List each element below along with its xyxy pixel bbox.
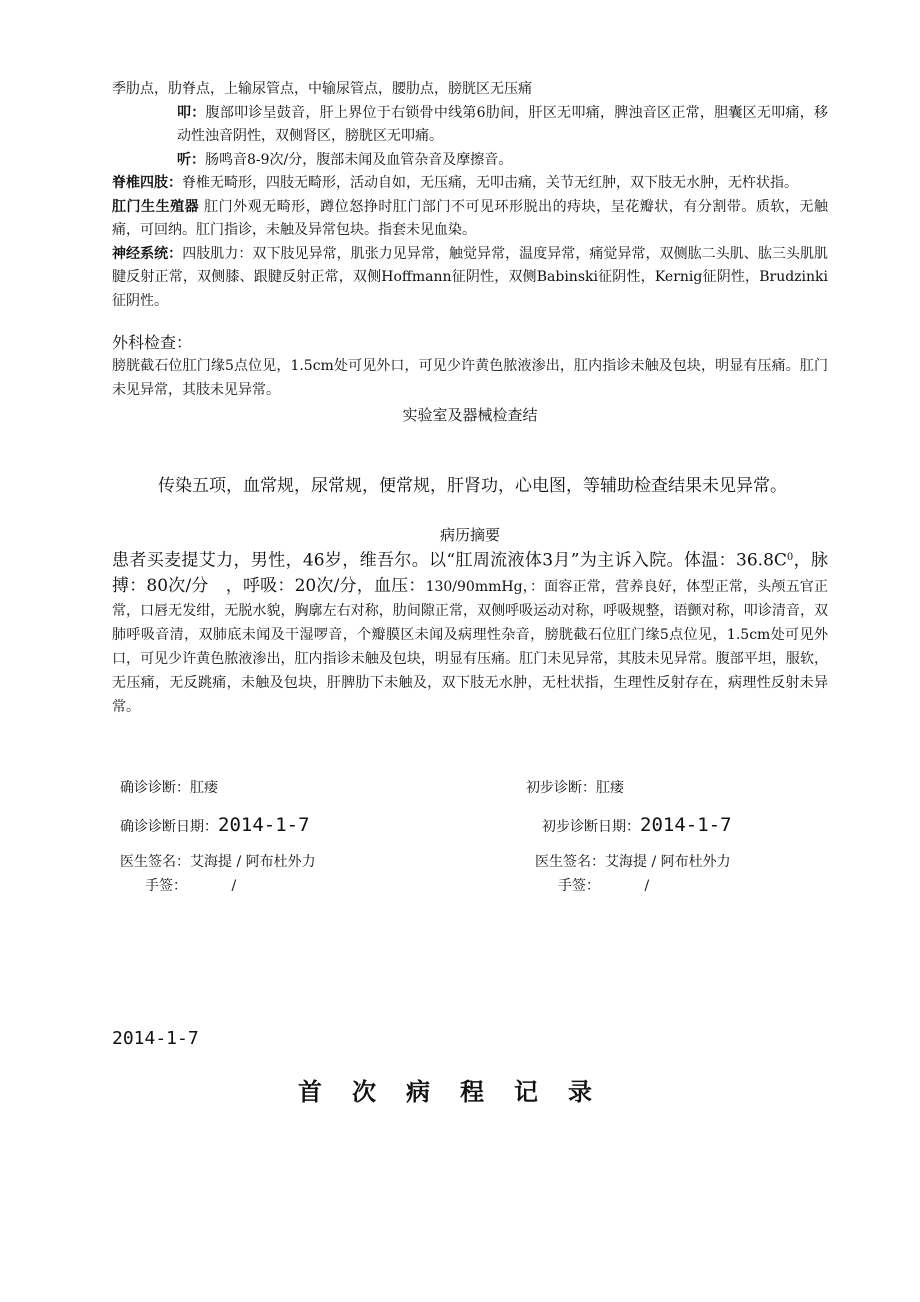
summary-pulse: 脉搏：80次/分 ，呼吸：20次/分，血压： bbox=[112, 550, 828, 596]
spine-text: 脊椎无畸形，四肢无畸形，活动自如，无压痛，无叩击痛，关节无红肿，双下肢无水肿，无杵状指。 bbox=[182, 175, 798, 191]
right-doctor-signature bbox=[535, 851, 731, 873]
left-doctor-signature bbox=[120, 851, 316, 873]
auscultation-paragraph bbox=[112, 149, 828, 173]
page-title: 首次病程记录 bbox=[298, 1077, 622, 1106]
doctor-signature-text: 医生签名：艾海提 / 阿布杜外力 bbox=[535, 854, 731, 870]
confirm-date-label: 确诊诊断日期： bbox=[120, 819, 218, 835]
spacer bbox=[112, 313, 828, 331]
anus-text: 肛门外观无畸形，蹲位怒挣时肛门部门不可见环形脱出的痔块，呈花瓣状，有分割带。质软，无触痛，可回纳。肛门指诊，未触及异常包块。指套未见血染。 bbox=[112, 198, 829, 238]
record-date: 2014-1-7 bbox=[112, 1028, 199, 1049]
confirm-date-value: 2014-1-7 bbox=[218, 814, 310, 836]
confirm-diagnosis-text: 确诊诊断：肛瘘 bbox=[120, 780, 218, 796]
initial-diagnosis-text: 初步诊断：肛瘘 bbox=[526, 780, 624, 796]
summary-temp-sup: 0 bbox=[786, 552, 794, 563]
surgical-heading: 外科检查： bbox=[112, 333, 193, 352]
summary-heading: 病历摘要 bbox=[439, 526, 500, 544]
summary-text bbox=[112, 546, 828, 719]
neuro-paragraph bbox=[112, 243, 828, 314]
auscultation-label: 听： bbox=[177, 151, 205, 168]
right-hand-signature bbox=[558, 875, 649, 897]
initial-date-value: 2014-1-7 bbox=[640, 814, 732, 836]
percussion-paragraph bbox=[112, 102, 828, 149]
right-initial-date bbox=[542, 814, 732, 838]
spine-label: 脊椎四肢： bbox=[112, 175, 182, 191]
initial-date-label: 初步诊断日期： bbox=[542, 819, 640, 835]
exam-section bbox=[112, 78, 828, 719]
neuro-text: 四肢肌力：双下肢见异常，肌张力见异常，触觉异常，温度异常，痛觉异常，双侧肱二头肌、肱三头肌肌腱反射正常，双侧膝、跟腱反射正常，双侧Hoffmann征阴性，双侧Babinski征阴性，Kernig征阴性，Brudzinki征阴性。 bbox=[112, 245, 829, 309]
spine-paragraph bbox=[112, 172, 828, 196]
doctor-signature-text: 医生签名：艾海提 / 阿布杜外力 bbox=[120, 854, 316, 870]
summary-intro: 患者买麦提艾力，男性，46岁，维吾尔。以“肛周流液体3月”为主诉入院。 bbox=[112, 550, 684, 571]
summary-temp: 体温：36.8C bbox=[683, 550, 787, 571]
lab-heading: 实验室及器械检查结 bbox=[402, 406, 538, 424]
summary-temp-after: ， bbox=[793, 550, 811, 571]
hand-signature-text: 手签： / bbox=[558, 878, 650, 894]
palpation-continued: 季肋点，肋脊点，上输尿管点，中输尿管点，腰肋点，膀胱区无压痛 bbox=[112, 81, 532, 97]
hand-signature-text: 手签： / bbox=[145, 878, 237, 894]
summary-rest: 130/90mmHg，：面容正常，营养良好，体型正常，头颅五官正常，口唇无发绀，无脱水貌，胸廓左右对称，肋间隙正常，双侧呼吸运动对称，呼吸规整，语颤对称，叩诊清音，双肺呼吸音清，双肺底未闻及干湿啰音，个瓣膜区未闻及病理性杂音，膀胱截石位肛门缘5点位见，1.5cm处可见外口，可见少许黄色脓液渗出，肛内指诊未触及包块，明显有压痛。肛门未见异常，其肢未见异常。腹部平坦，服软，无压痛，无反跳痛，未触及包块，肝脾肋下未触及，双下肢无水肿，无杜状指，生理性反射存在，病理性反射未异常。 bbox=[112, 578, 829, 715]
left-confirm-date bbox=[120, 814, 310, 838]
left-hand-signature bbox=[145, 875, 236, 897]
right-initial-diagnosis bbox=[526, 777, 624, 799]
percussion-label: 叩： bbox=[177, 104, 206, 121]
anus-label: 肛门生生殖器 bbox=[112, 198, 200, 215]
auscultation-text: 肠鸣音8-9次/分，腹部未闻及血管杂音及摩擦音。 bbox=[205, 151, 513, 168]
neuro-label: 神经系统： bbox=[112, 245, 183, 262]
left-confirm-diagnosis bbox=[120, 777, 218, 799]
surgical-text: 膀胱截石位肛门缘5点位见，1.5cm处可见外口，可见少许黄色脓液渗出，肛内指诊未触及包块，明显有压痛。肛门未见异常，其肢未见异常。 bbox=[112, 358, 828, 398]
anus-paragraph bbox=[112, 196, 828, 243]
percussion-text: 腹部叩诊呈鼓音，肝上界位于右锁骨中线第6肋间，肝区无叩痛，脾浊音区正常，胆囊区无叩痛，移动性浊音阴性，双侧肾区，膀胱区无叩痛。 bbox=[177, 104, 829, 144]
lab-text: 传染五项，血常规，尿常规，便常规，肝肾功，心电图，等辅助检查结果未见异常。 bbox=[158, 476, 787, 496]
